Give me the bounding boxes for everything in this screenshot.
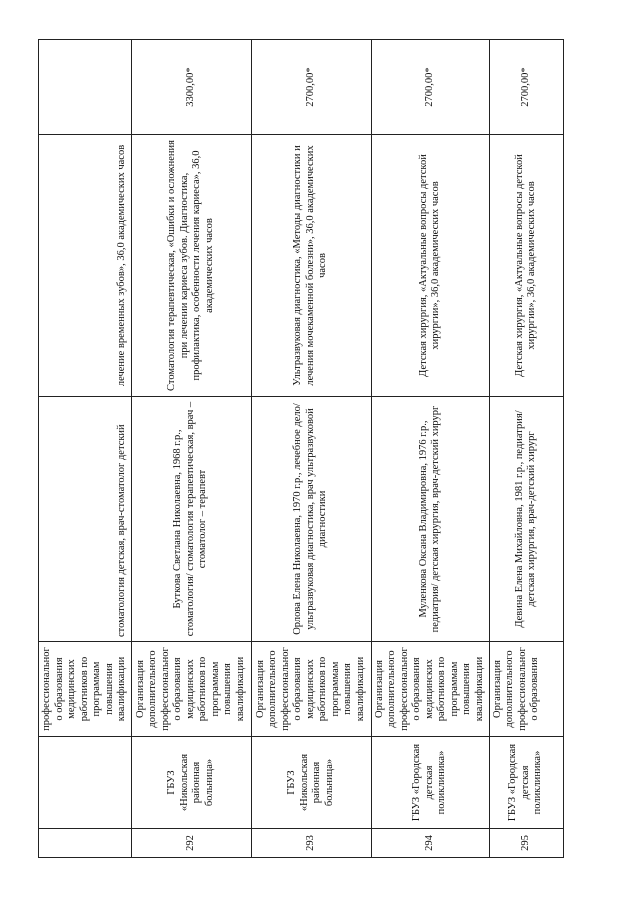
program-cell: Ультразвуковая диагностика, «Методы диагностики и лечения мочекаменной болезни», 36,0 академических часов xyxy=(251,135,371,397)
employee-cell: стоматология детская, врач-стоматолог детский xyxy=(39,397,132,642)
price-cell: 2700,00* xyxy=(251,40,371,135)
program-cell: лечение временных зубов», 36,0 академических часов xyxy=(39,135,132,397)
table-row xyxy=(251,40,371,858)
institution-name: ГБУЗ «Городская детская поликлиника» xyxy=(489,737,563,829)
rotated-table-wrapper xyxy=(38,40,560,858)
institution-name xyxy=(39,737,132,829)
organizer-cell xyxy=(251,642,371,737)
organizer-cell xyxy=(39,642,132,737)
organizer-text: профессионального образования медицинских работников по программам повышения квалификации xyxy=(41,647,127,731)
row-number: 294 xyxy=(371,829,489,858)
employee-cell: Орлова Елена Николаевна, 1970 г.р., лечебное дело/ ультразвуковая диагностика, врач ультразвуковой диагностики xyxy=(251,397,371,642)
table-body xyxy=(39,40,564,858)
table-row xyxy=(39,40,132,858)
institution-name: ГБУЗ «Городская детская поликлиника» xyxy=(371,737,489,829)
institution-name: ГБУЗ «Никольская районная больница» xyxy=(251,737,371,829)
institution-name: ГБУЗ «Никольская районная больница» xyxy=(131,737,251,829)
row-number: 293 xyxy=(251,829,371,858)
table-row xyxy=(489,40,563,858)
organizer-text: Организация дополнительного профессионального образования xyxy=(491,647,540,731)
organizer-cell xyxy=(371,642,489,737)
contracts-table xyxy=(38,39,564,858)
price-cell: 3300,00* xyxy=(131,40,251,135)
employee-cell: Муленкова Оксана Владимировна, 1976 г.р., педиатрия/ детская хирургия, врач-детский хирург xyxy=(371,397,489,642)
organizer-text: Организация дополнительного профессионального образования медицинских работников по программам повышения квалификации xyxy=(254,647,366,731)
price-cell: 2700,00* xyxy=(371,40,489,135)
row-number: 292 xyxy=(131,829,251,858)
organizer-cell xyxy=(489,642,563,737)
table-row xyxy=(131,40,251,858)
row-number: 295 xyxy=(489,829,563,858)
program-cell: Стоматология терапевтическая, «Ошибки и осложнения при лечении кариеса зубов. Диагностика, профилактика, особенности лечения кариеса», 36,0 академических часов xyxy=(131,135,251,397)
program-cell: Детская хирургия, «Актуальные вопросы детской хирургии», 36,0 академических часов xyxy=(489,135,563,397)
employee-cell: Девина Елена Михайловна, 1981 г.р., педиатрия/ детская хирургия, врач-детский хирург xyxy=(489,397,563,642)
organizer-text: Организация дополнительного профессионального образования медицинских работников по программам повышения квалификации xyxy=(373,647,485,731)
organizer-text: Организация дополнительного профессионального образования медицинских работников по программам повышения квалификации xyxy=(134,647,246,731)
employee-cell: Буткова Светлана Николаевна, 1968 г.р., стоматология/ стоматология терапевтическая, врач – стоматолог – терапевт xyxy=(131,397,251,642)
price-cell: 2700,00* xyxy=(489,40,563,135)
table-row xyxy=(371,40,489,858)
price-cell xyxy=(39,40,132,135)
row-number xyxy=(39,829,132,858)
program-cell: Детская хирургия, «Актуальные вопросы детской хирургии», 36,0 академических часов xyxy=(371,135,489,397)
organizer-cell xyxy=(131,642,251,737)
